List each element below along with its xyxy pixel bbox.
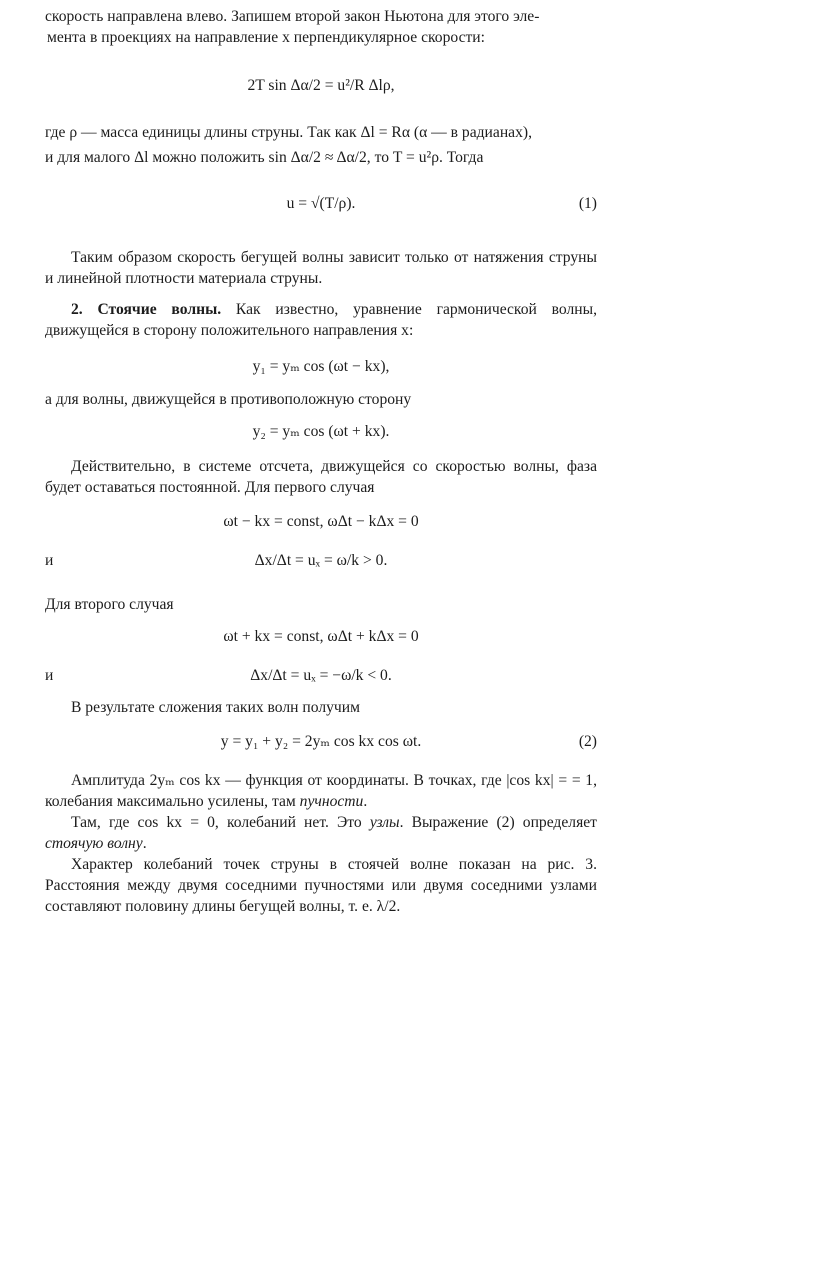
section-paragraph [45, 299, 597, 341]
term-standing-wave: стоячую волну [45, 835, 143, 852]
paragraph: Действительно, в системе отсчета, движущейся со скоростью волны, фаза будет оставаться постоянной. Для первого случая [45, 458, 597, 496]
text-line: скорость направлена влево. Запишем второй закон Ньютона для этого эле- [45, 8, 540, 25]
conjunction: и [45, 667, 54, 684]
text-line: Для второго случая [45, 596, 174, 613]
equation-text: 2T sin Δα/2 = u²/R Δlρ, [247, 77, 395, 94]
equation-number: (1) [578, 195, 597, 212]
paragraph: Характер колебаний точек струны в стоячей волне показан на рис. 3. Расстояния между двумя соседними пучностями или двумя соседними узлами составляют половину длины бегущей волны, т. е. λ/2. [45, 856, 597, 915]
equation-text: y = y₁ + y₂ = 2yₘ cos kx cos ωt. [220, 733, 422, 750]
equation-velocity-2 [45, 657, 597, 695]
text-line: где ρ — масса единицы длины струны. Так как Δl = Rα (α — в радианах), [45, 124, 532, 141]
text-run: Там, где cos kx = 0, колебаний нет. Это [71, 814, 370, 831]
text-run: . Выражение (2) определяет [399, 814, 597, 831]
equation-text: ωt + kx = const, ωΔt + kΔx = 0 [223, 628, 419, 645]
equation-text: Δx/Δt = uₓ = ω/k > 0. [254, 552, 388, 569]
equation-text: ωt − kx = const, ωΔt − kΔx = 0 [223, 513, 419, 530]
equation-number: (2) [578, 733, 597, 750]
section-text: Как известно, уравнение гармонической волны, движущейся в сторону положительного направления x: [45, 301, 597, 339]
text-line: В результате сложения таких волн получим [71, 699, 360, 716]
equation-velocity-1 [45, 542, 597, 580]
equation-phase-2 [45, 625, 597, 649]
paragraph: Таким образом скорость бегущей волны зависит только от натяжения струны и линейной плотности материала струны. [45, 249, 597, 287]
term-antinodes: пучности [299, 793, 364, 810]
equation-text: Δx/Δt = uₓ = −ω/k < 0. [250, 667, 392, 684]
text-run: . [363, 793, 368, 810]
equation-y2 [45, 420, 597, 444]
text-line: мента в проекциях на направление x перпендикулярное скорости: [47, 29, 485, 46]
equation-text: y₁ = yₘ cos (ωt − kx), [252, 358, 390, 375]
conjunction: и [45, 552, 54, 569]
term-nodes: узлы [369, 814, 400, 831]
text-run: . [142, 835, 147, 852]
equation-newton [45, 66, 597, 106]
text-line: а для волны, движущейся в противоположную сторону [45, 391, 412, 408]
equation-text: u = √(T/ρ). [286, 195, 356, 212]
equation-text: y₂ = yₘ cos (ωt + kx). [252, 423, 390, 440]
equation-2 [45, 730, 597, 754]
section-heading: 2. Стоячие волны. [71, 301, 222, 318]
text-run: Амплитуда 2yₘ cos kx — функция от координаты. В точках, где |cos kx| = = 1, колебания максимально усилены, там [45, 772, 597, 810]
equation-phase-1 [45, 510, 597, 534]
text-line: и для малого Δl можно положить sin Δα/2 ≈ Δα/2, то T = u²ρ. Тогда [45, 149, 484, 166]
equation-1 [45, 184, 597, 224]
paragraph [45, 812, 597, 854]
page-text [45, 0, 597, 917]
paragraph [45, 770, 597, 812]
equation-y1 [45, 355, 597, 379]
